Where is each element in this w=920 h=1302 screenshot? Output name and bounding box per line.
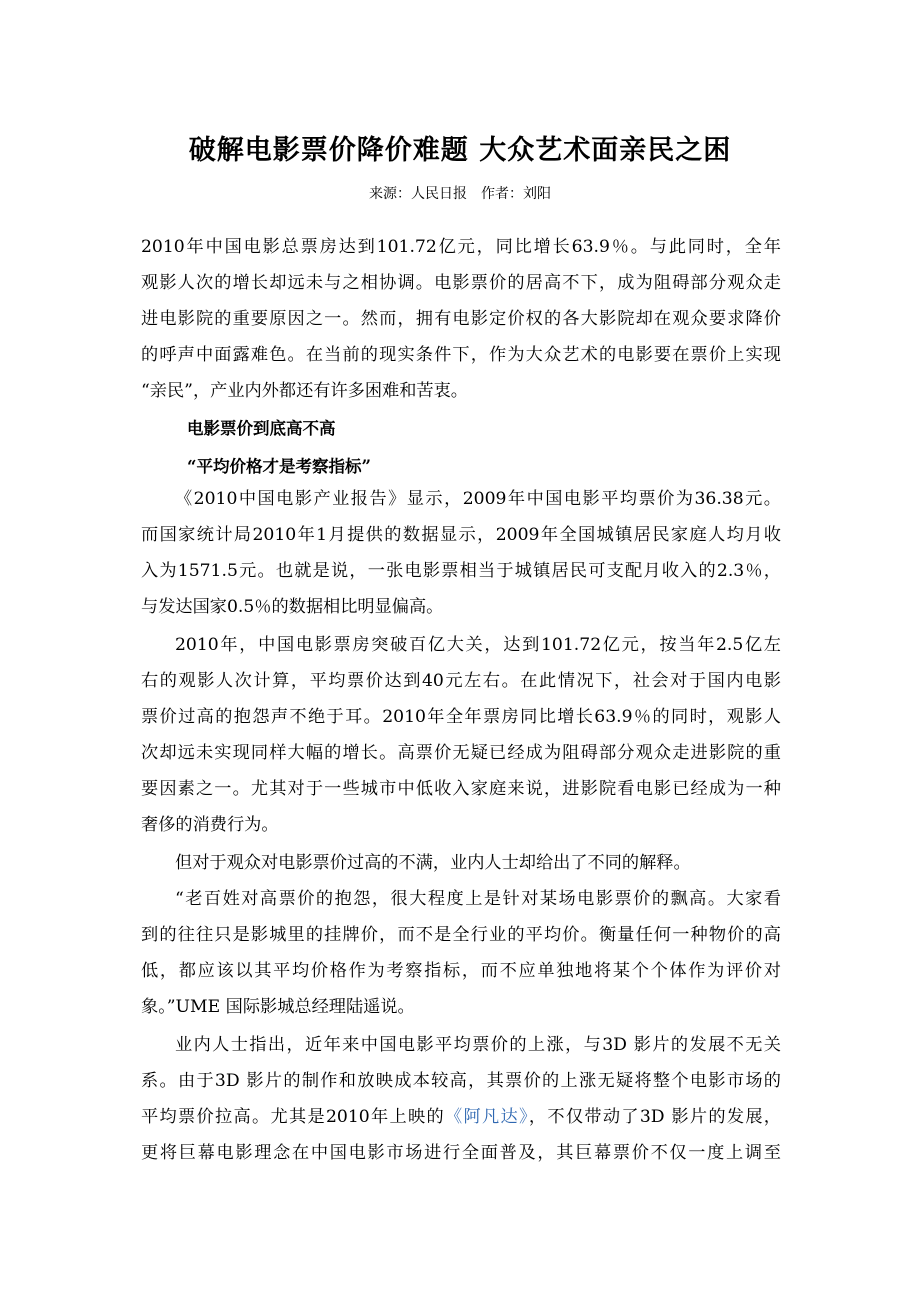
paragraph-line: 入为1571.5元。也就是说，一张电影票相当于城镇居民可支配月收入的2.3％，: [141, 561, 781, 581]
paragraph-line: [141, 1102, 781, 1132]
paragraph-line: 到的往往只是影城里的挂牌价，而不是全行业的平均价。衡量任何一种物价的高: [141, 925, 781, 945]
paragraph-line: “亲民”，产业内外都还有许多困难和苦衷。: [141, 381, 468, 401]
paragraph-line: 观影人次的增长却远未与之相协调。电影票价的居高不下，成为阻碍部分观众走: [141, 273, 781, 293]
line-text: ，不仅带动了3D 影片的发展，: [528, 1107, 781, 1127]
paragraph-line: 右的观影人次计算，平均票价达到40元左右。在此情况下，社会对于国内电影: [141, 671, 781, 691]
paragraph-line: 要因素之一。尤其对于一些城市中低收入家庭来说，进影院看电影已经成为一种: [141, 779, 781, 799]
paragraph-line: 的呼声中面露难色。在当前的现实条件下，作为大众艺术的电影要在票价上实现: [141, 345, 781, 365]
paragraph-line: 业内人士指出，近年来中国电影平均票价的上涨，与3D 影片的发展不无关: [175, 1035, 781, 1055]
paragraph-line: 系。由于3D 影片的制作和放映成本较高，其票价的上涨无疑将整个电影市场的: [141, 1071, 781, 1091]
article-title: 破解电影票价降价难题 大众艺术面亲民之困: [188, 135, 732, 166]
section-heading: 电影票价到底高不高: [187, 419, 336, 438]
paragraph-line: 票价过高的抱怨声不绝于耳。2010年全年票房同比增长63.9％的同时，观影人: [141, 707, 781, 727]
avatar-film-link[interactable]: 《阿凡达》: [444, 1107, 529, 1127]
paragraph-line: 奢侈的消费行为。: [141, 815, 279, 835]
paragraph-line: 而国家统计局2010年1月提供的数据显示，2009年全国城镇居民家庭人均月收: [141, 525, 781, 545]
paragraph-line: 象。”UME 国际影城总经理陆遥说。: [141, 997, 415, 1017]
paragraph-line: “老百姓对高票价的抱怨，很大程度上是针对某场电影票价的飘高。大家看: [175, 889, 781, 909]
paragraph-line: 与发达国家0.5％的数据相比明显偏高。: [141, 597, 444, 617]
paragraph-line: 低，都应该以其平均价格作为考察指标，而不应单独地将某个个体作为评价对: [141, 961, 781, 981]
line-text: 平均票价拉高。尤其是2010年上映的: [141, 1107, 445, 1127]
paragraph-line: 更将巨幕电影理念在中国电影市场进行全面普及，其巨幕票价不仅一度上调至: [141, 1143, 781, 1163]
paragraph-line: 次却远未实现同样大幅的增长。高票价无疑已经成为阻碍部分观众走进影院的重: [141, 743, 781, 763]
paragraph-line: 但对于观众对电影票价过高的不满，业内人士却给出了不同的解释。: [175, 853, 691, 873]
paragraph-line: 2010年，中国电影票房突破百亿大关，达到101.72亿元，按当年2.5亿左: [175, 635, 781, 655]
paragraph-line: 《2010中国电影产业报告》显示，2009年中国电影平均票价为36.38元。: [175, 489, 781, 509]
paragraph-line: 进电影院的重要原因之一。然而，拥有电影定价权的各大影院却在观众要求降价: [141, 309, 781, 329]
section-subheading: “平均价格才是考察指标”: [187, 457, 371, 476]
article-source-author: 来源：人民日报 作者：刘阳: [369, 186, 551, 202]
paragraph-line: 2010年中国电影总票房达到101.72亿元，同比增长63.9％。与此同时，全年: [141, 237, 781, 257]
